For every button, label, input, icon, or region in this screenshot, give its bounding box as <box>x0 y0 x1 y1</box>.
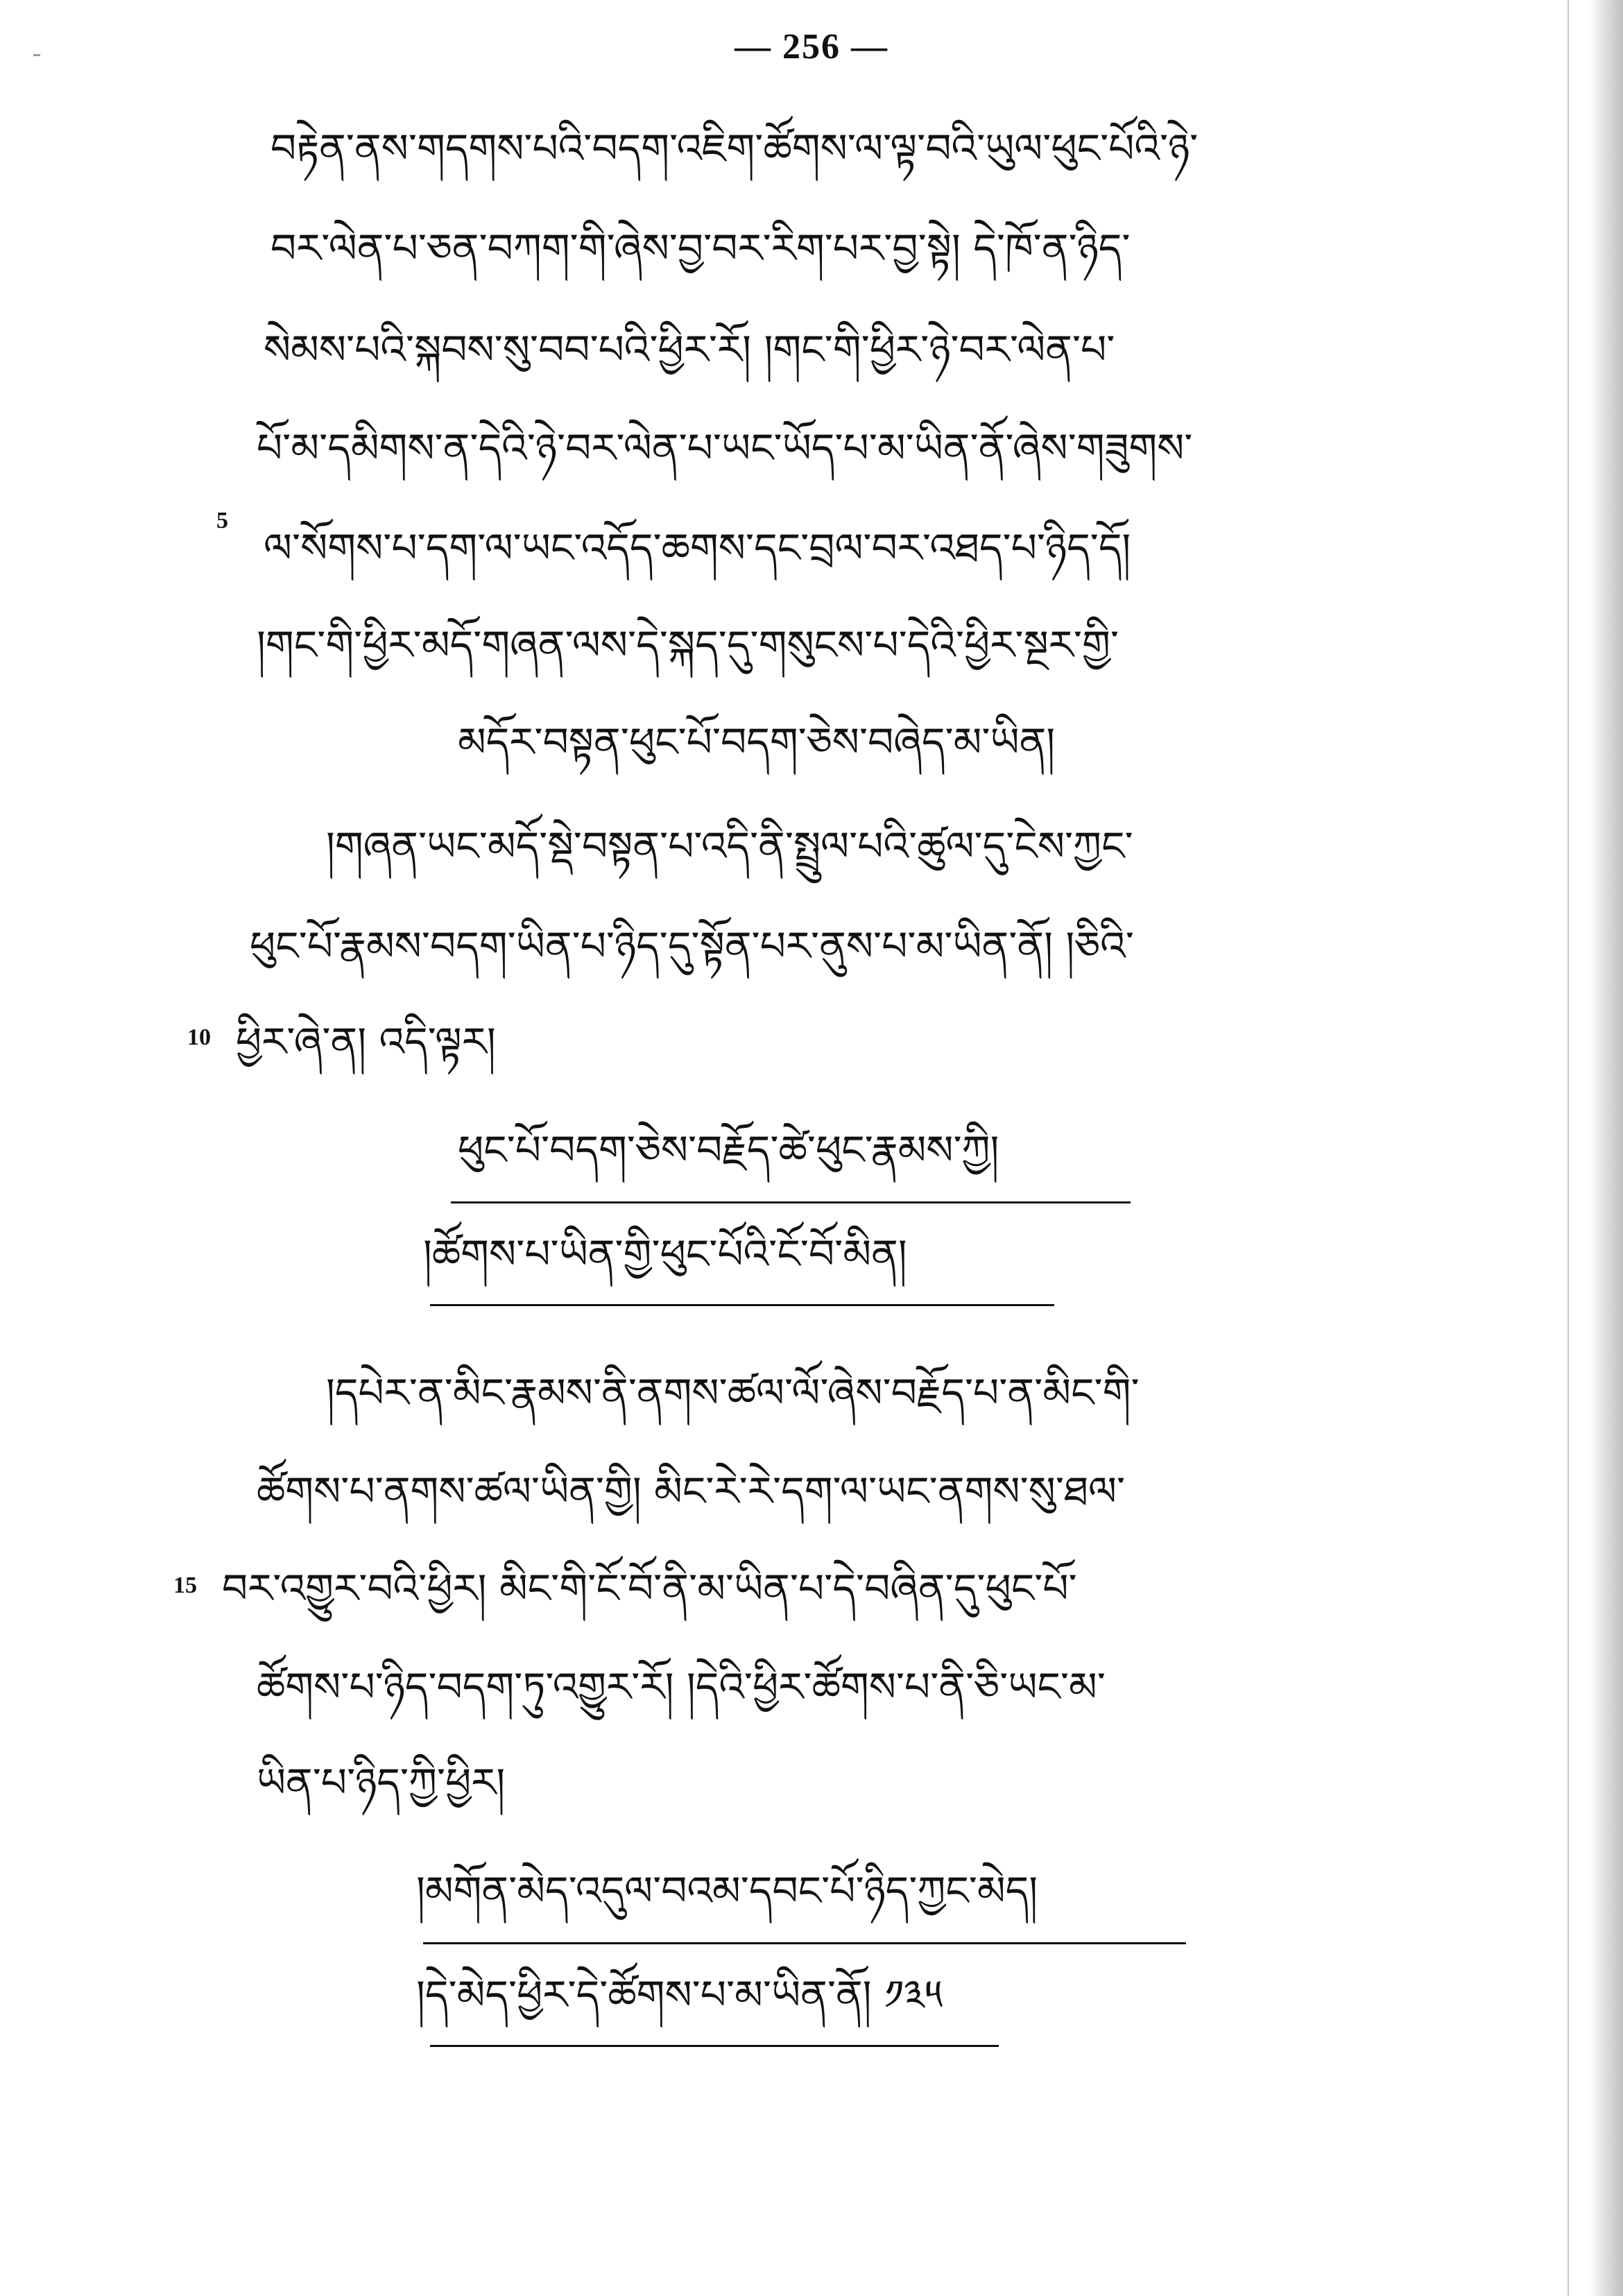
text-line: ཕུང་པོ་རྣམས་བདག་ཡིན་པ་ཉིད་དུ་སྟོན་པར་ནུས་པ་མ་ཡིན་ནོ། །ཅིའི་ <box>250 923 1134 970</box>
text-line: །དཔེར་ན་མིང་རྣམས་ནི་ནགས་ཚལ་ལོ་ཞེས་བརྗོད་པ་ན་མིང་གི་ <box>326 1369 1140 1416</box>
text-line: མདོར་བསྟན་ཕུང་པོ་བདག་ཅེས་བཞེད་མ་ཡིན། <box>458 719 1056 766</box>
verse-underline <box>423 1942 1186 1944</box>
text-line: བར་ལེན་པ་ཅན་བཀག་གི་ཞེས་བྱ་བར་རིག་པར་བྱ་སྟེ། དེ་ཁོ་ན་ཉིད་ <box>270 225 1131 272</box>
page-edge-shadow <box>1590 0 1623 2296</box>
text-line: པོ་མ་དམིགས་ན་དེའི་ཉེ་བར་ལེན་པ་ཡང་ཡོད་པ་མ་ཡིན་ནོ་ཞེས་གཟུགས་ <box>257 425 1193 472</box>
text-line: ཚོགས་པ་ཉིད་བདག་ཏུ་འགྱུར་རོ། །དེའི་ཕྱིར་ཚོགས་པ་ནི་ཅི་ཡང་མ་ <box>257 1663 1106 1711</box>
verse-underline <box>451 1201 1131 1203</box>
verse-line: ཕུང་པོ་བདག་ཅེས་བརྗོད་ཚེ་ཕུང་རྣམས་ཀྱི། <box>458 1126 999 1174</box>
verse-underline <box>430 1304 1054 1306</box>
verse-underline <box>430 2045 999 2047</box>
line-number-15: 15 <box>173 1573 197 1598</box>
text-line: བར་འགྱུར་བའི་ཕྱིར། མིང་གི་ངོ་བོ་ནི་མ་ཡིན་པ་དེ་བཞིན་དུ་ཕུང་པོ་ <box>222 1565 1077 1612</box>
text-line: ཚོགས་པ་ནགས་ཚལ་ཡིན་གྱི། མིང་རེ་རེ་དག་ལ་ཡང་ནགས་སུ་ཐལ་ <box>257 1468 1126 1515</box>
text-line: ལ་སོགས་པ་དག་ལ་ཡང་འདོད་ཆགས་དང་བྲལ་བར་འཐད་པ་ཉིད་དོ། <box>264 524 1131 572</box>
line-number-10: 10 <box>187 1025 211 1050</box>
verse-line: །མགོན་མེད་འདུལ་བའམ་དབང་པོ་ཉིད་ཀྱང་མེད། <box>416 1867 1038 1914</box>
text-line: ཕྱིར་ཞེ་ན། འདི་ལྟར། <box>236 1018 496 1065</box>
text-line: །གཞན་ཡང་མདོ་སྡེ་བསྟན་པ་འདི་ནི་སྤྲུལ་པའི་ཚུལ་དུ་ངེས་ཀྱང་ <box>326 823 1133 870</box>
page-edge-line <box>1568 0 1569 2296</box>
text-line: །གང་གི་ཕྱིར་མདོ་གཞན་ལས་དེ་སྐད་དུ་གསུངས་པ་དེའི་ཕྱིར་སྔར་གྱི་ <box>257 622 1119 669</box>
verse-line: །ཚོགས་པ་ཡིན་གྱི་ཕུང་པོའི་ངོ་བོ་མིན། <box>423 1231 907 1278</box>
page-number: — 256 — <box>735 27 888 67</box>
line-number-5: 5 <box>216 508 228 533</box>
text-line: སེམས་པའི་སྐབས་སུ་བབ་པའི་ཕྱིར་རོ། །གང་གི་ཕྱིར་ཉེ་བར་ལེན་པ་ <box>264 326 1115 373</box>
verse-line: །དེ་མེད་ཕྱིར་དེ་ཚོགས་པ་མ་ཡིན་ནོ། ༡༣༥ <box>416 1971 943 2019</box>
text-line: ཡིན་པ་ཉིད་ཀྱི་ཕྱིར། <box>257 1759 506 1806</box>
text-line: བརྟེན་ནས་གདགས་པའི་བདག་འཇིག་ཚོགས་ལ་ལྟ་བའི་ཡུལ་ཕུང་པོའི་ཉེ་ <box>270 125 1199 172</box>
